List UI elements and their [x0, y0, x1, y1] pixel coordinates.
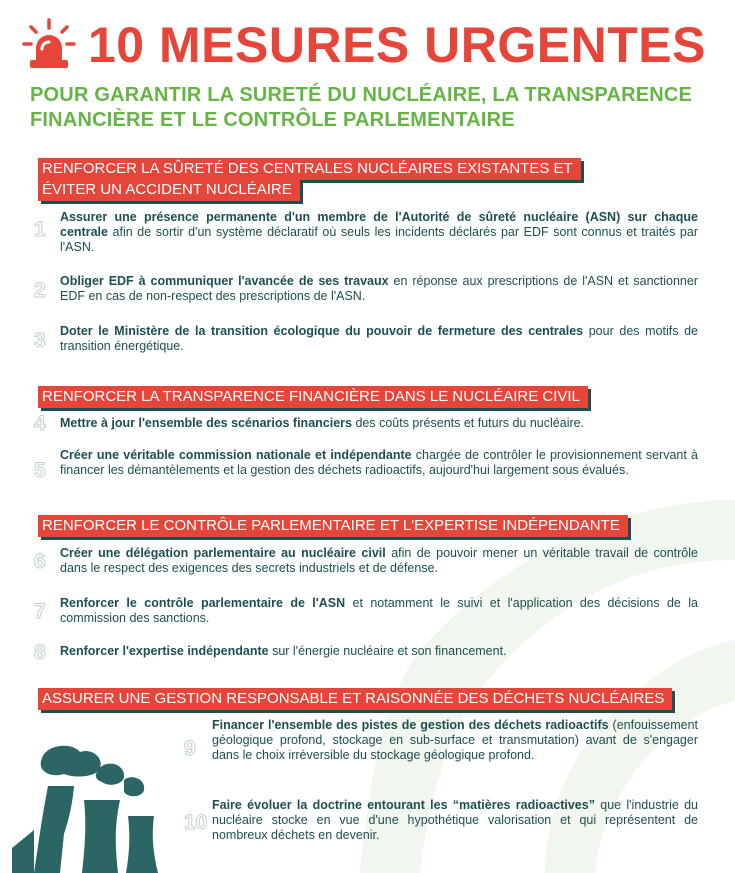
measure-item [60, 546, 698, 576]
measure-text: des coûts présents et futurs du nucléaire. [351, 416, 585, 430]
measure-number: 3 [34, 329, 46, 352]
section-header-line: ÉVITER UN ACCIDENT NUCLÉAIRE [38, 179, 300, 201]
alarm-siren-icon [22, 18, 76, 72]
measure-item [60, 596, 698, 626]
measure-item [60, 324, 698, 354]
measure-number: 8 [34, 641, 46, 664]
measure-number: 5 [34, 459, 46, 482]
measure-number: 1 [34, 218, 46, 241]
measure-number: 4 [34, 412, 46, 435]
measure-number: 2 [34, 279, 46, 302]
measure-number: 6 [34, 550, 46, 573]
measure-text: que l'industrie du nucléaire stocke en vue d'une hypothétique valorisation et qui représentent de nombreux déchets en devenir. [212, 798, 698, 842]
measure-bold-text: Créer une véritable commission nationale et indépendante [60, 448, 412, 462]
measure-item [60, 448, 698, 478]
measure-number: 10 [184, 811, 208, 834]
measure-bold-text: Créer une délégation parlementaire au nucléaire civil [60, 546, 386, 560]
measure-bold-text: Renforcer le contrôle parlementaire de l'ASN [60, 596, 346, 610]
measure-bold-text: Doter le Ministère de la transition écologique du pouvoir de fermeture des centrales [60, 324, 584, 338]
measure-number: 9 [184, 737, 196, 760]
measure-text: chargée de contrôler le provisionnement servant à financer les démantèlements et la gestion des déchets radioactifs, aujourd'hui largement sous évalués. [60, 448, 698, 477]
measure-text: pour des motifs de transition énergétique. [60, 324, 699, 353]
page-title: 10 MESURES URGENTES [88, 17, 706, 73]
measure-bold-text: Financer l'ensemble des pistes de gestion des déchets radioactifs [212, 718, 609, 732]
section-header-dechets [38, 688, 672, 710]
measure-number: 7 [34, 600, 46, 623]
measure-bold-text: Mettre à jour l'ensemble des scénarios financiers [60, 416, 352, 430]
measure-text: afin de pouvoir mener un véritable travail de contrôle dans le respect des exigences des secrets industriels et de défense. [60, 546, 698, 575]
measure-text: afin de sortir d'un système déclaratif où seuls les incidents déclarés par EDF sont connus et traités par l'ASN. [60, 225, 698, 254]
page-subtitle: POUR GARANTIR LA SURETÉ DU NUCLÉAIRE, LA TRANSPARENCE FINANCIÈRE ET LE CONTRÔLE PARLEMENTAIRE [30, 84, 693, 131]
measure-text: (enfouissement géologique profond, stockage en sub-surface et transmutation) avant de s'engager dans le choix irréversible du stockage géologique profond. [212, 718, 698, 762]
measure-text: et notamment le suivi et l'application des décisions de la commission des sanctions. [60, 596, 698, 625]
nuclear-plant-illustration [12, 738, 177, 873]
measure-bold-text: Assurer une présence permanente d'un membre de l'Autorité de sûreté nucléaire (ASN) sur chaque centrale [60, 210, 698, 239]
measure-item [212, 718, 698, 763]
section-header-transparence [38, 386, 588, 408]
section-header-controle [38, 515, 628, 537]
measure-item [212, 798, 698, 843]
measure-item [60, 416, 698, 431]
section-header-line: ASSURER UNE GESTION RESPONSABLE ET RAISONNÉE DES DÉCHETS NUCLÉAIRES [38, 688, 672, 710]
measure-item [60, 274, 698, 304]
measure-bold-text: Obliger EDF à communiquer l'avancée de ses travaux [60, 274, 389, 288]
measure-item [60, 644, 698, 659]
measure-bold-text: Renforcer l'expertise indépendante [60, 644, 269, 658]
section-header-line: RENFORCER LE CONTRÔLE PARLEMENTAIRE ET L'EXPERTISE INDÉPENDANTE [38, 515, 628, 537]
measure-text: en réponse aux prescriptions de l'ASN et sanctionner EDF en cas de non-respect des prescriptions de l'ASN. [60, 274, 698, 303]
section-header-line: RENFORCER LA TRANSPARENCE FINANCIÈRE DANS LE NUCLÉAIRE CIVIL [38, 386, 588, 408]
section-header-line: RENFORCER LA SÛRETÉ DES CENTRALES NUCLÉAIRES EXISTANTES ET [38, 158, 581, 180]
measure-text: sur l'énergie nucléaire et son financement. [268, 644, 507, 658]
measure-bold-text: Faire évoluer la doctrine entourant les “matières radioactives” [212, 798, 595, 812]
section-header-surete [38, 158, 581, 201]
measure-item [60, 210, 698, 255]
